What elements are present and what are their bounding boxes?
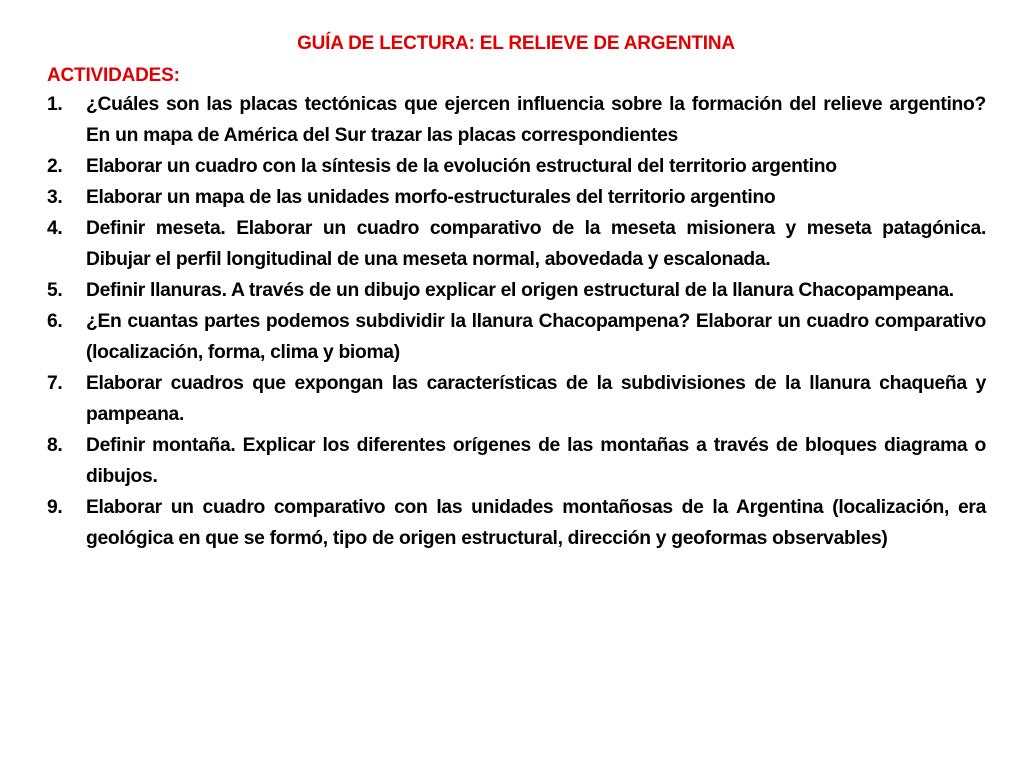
activity-number: 8. <box>47 435 63 456</box>
activity-text: ¿Cuáles son las placas tectónicas que ejercen influencia sobre la formación del relieve argentino? En un mapa de América del Sur trazar las placas correspondientes <box>86 94 986 146</box>
activity-number: 7. <box>47 373 63 394</box>
activity-number: 9. <box>47 497 63 518</box>
activity-text: Elaborar un cuadro comparativo con las unidades montañosas de la Argentina (localización, era geológica en que se formó, tipo de origen estructural, dirección y geoformas observables) <box>86 497 986 549</box>
activity-item-1 <box>47 89 986 151</box>
activity-item-6 <box>47 306 986 368</box>
activity-text: Definir montaña. Explicar los diferentes orígenes de las montañas a través de bloques diagrama o dibujos. <box>86 435 986 487</box>
activity-number: 5. <box>47 280 63 301</box>
activity-number: 3. <box>47 187 63 208</box>
activity-item-9 <box>47 492 986 554</box>
activity-text: Definir llanuras. A través de un dibujo explicar el origen estructural de la llanura Chacopampeana. <box>86 280 954 301</box>
activity-item-7 <box>47 368 986 430</box>
activity-number: 6. <box>47 311 63 332</box>
activity-text: ¿En cuantas partes podemos subdividir la llanura Chacopampena? Elaborar un cuadro comparativo (localización, forma, clima y bioma) <box>86 311 986 363</box>
activity-item-8 <box>47 430 986 492</box>
activity-item-4 <box>47 213 986 275</box>
activity-text: Elaborar un cuadro con la síntesis de la evolución estructural del territorio argentino <box>86 156 837 177</box>
activity-text: Elaborar un mapa de las unidades morfo-estructurales del territorio argentino <box>86 187 776 208</box>
activity-number: 2. <box>47 156 63 177</box>
activity-item-3 <box>47 182 986 213</box>
activity-number: 1. <box>47 94 63 115</box>
activity-item-2 <box>47 151 986 182</box>
activity-text: Elaborar cuadros que expongan las características de la subdivisiones de la llanura chaqueña y pampeana. <box>86 373 986 425</box>
page-title: GUÍA DE LECTURA: EL RELIEVE DE ARGENTINA <box>297 33 735 54</box>
activity-number: 4. <box>47 218 63 239</box>
section-label-activities: ACTIVIDADES: <box>47 65 180 86</box>
activities-list <box>47 89 986 554</box>
activity-text: Definir meseta. Elaborar un cuadro comparativo de la meseta misionera y meseta patagónica. Dibujar el perfil longitudinal de una meseta normal, abovedada y escalonada. <box>86 218 986 270</box>
activity-item-5 <box>47 275 986 306</box>
